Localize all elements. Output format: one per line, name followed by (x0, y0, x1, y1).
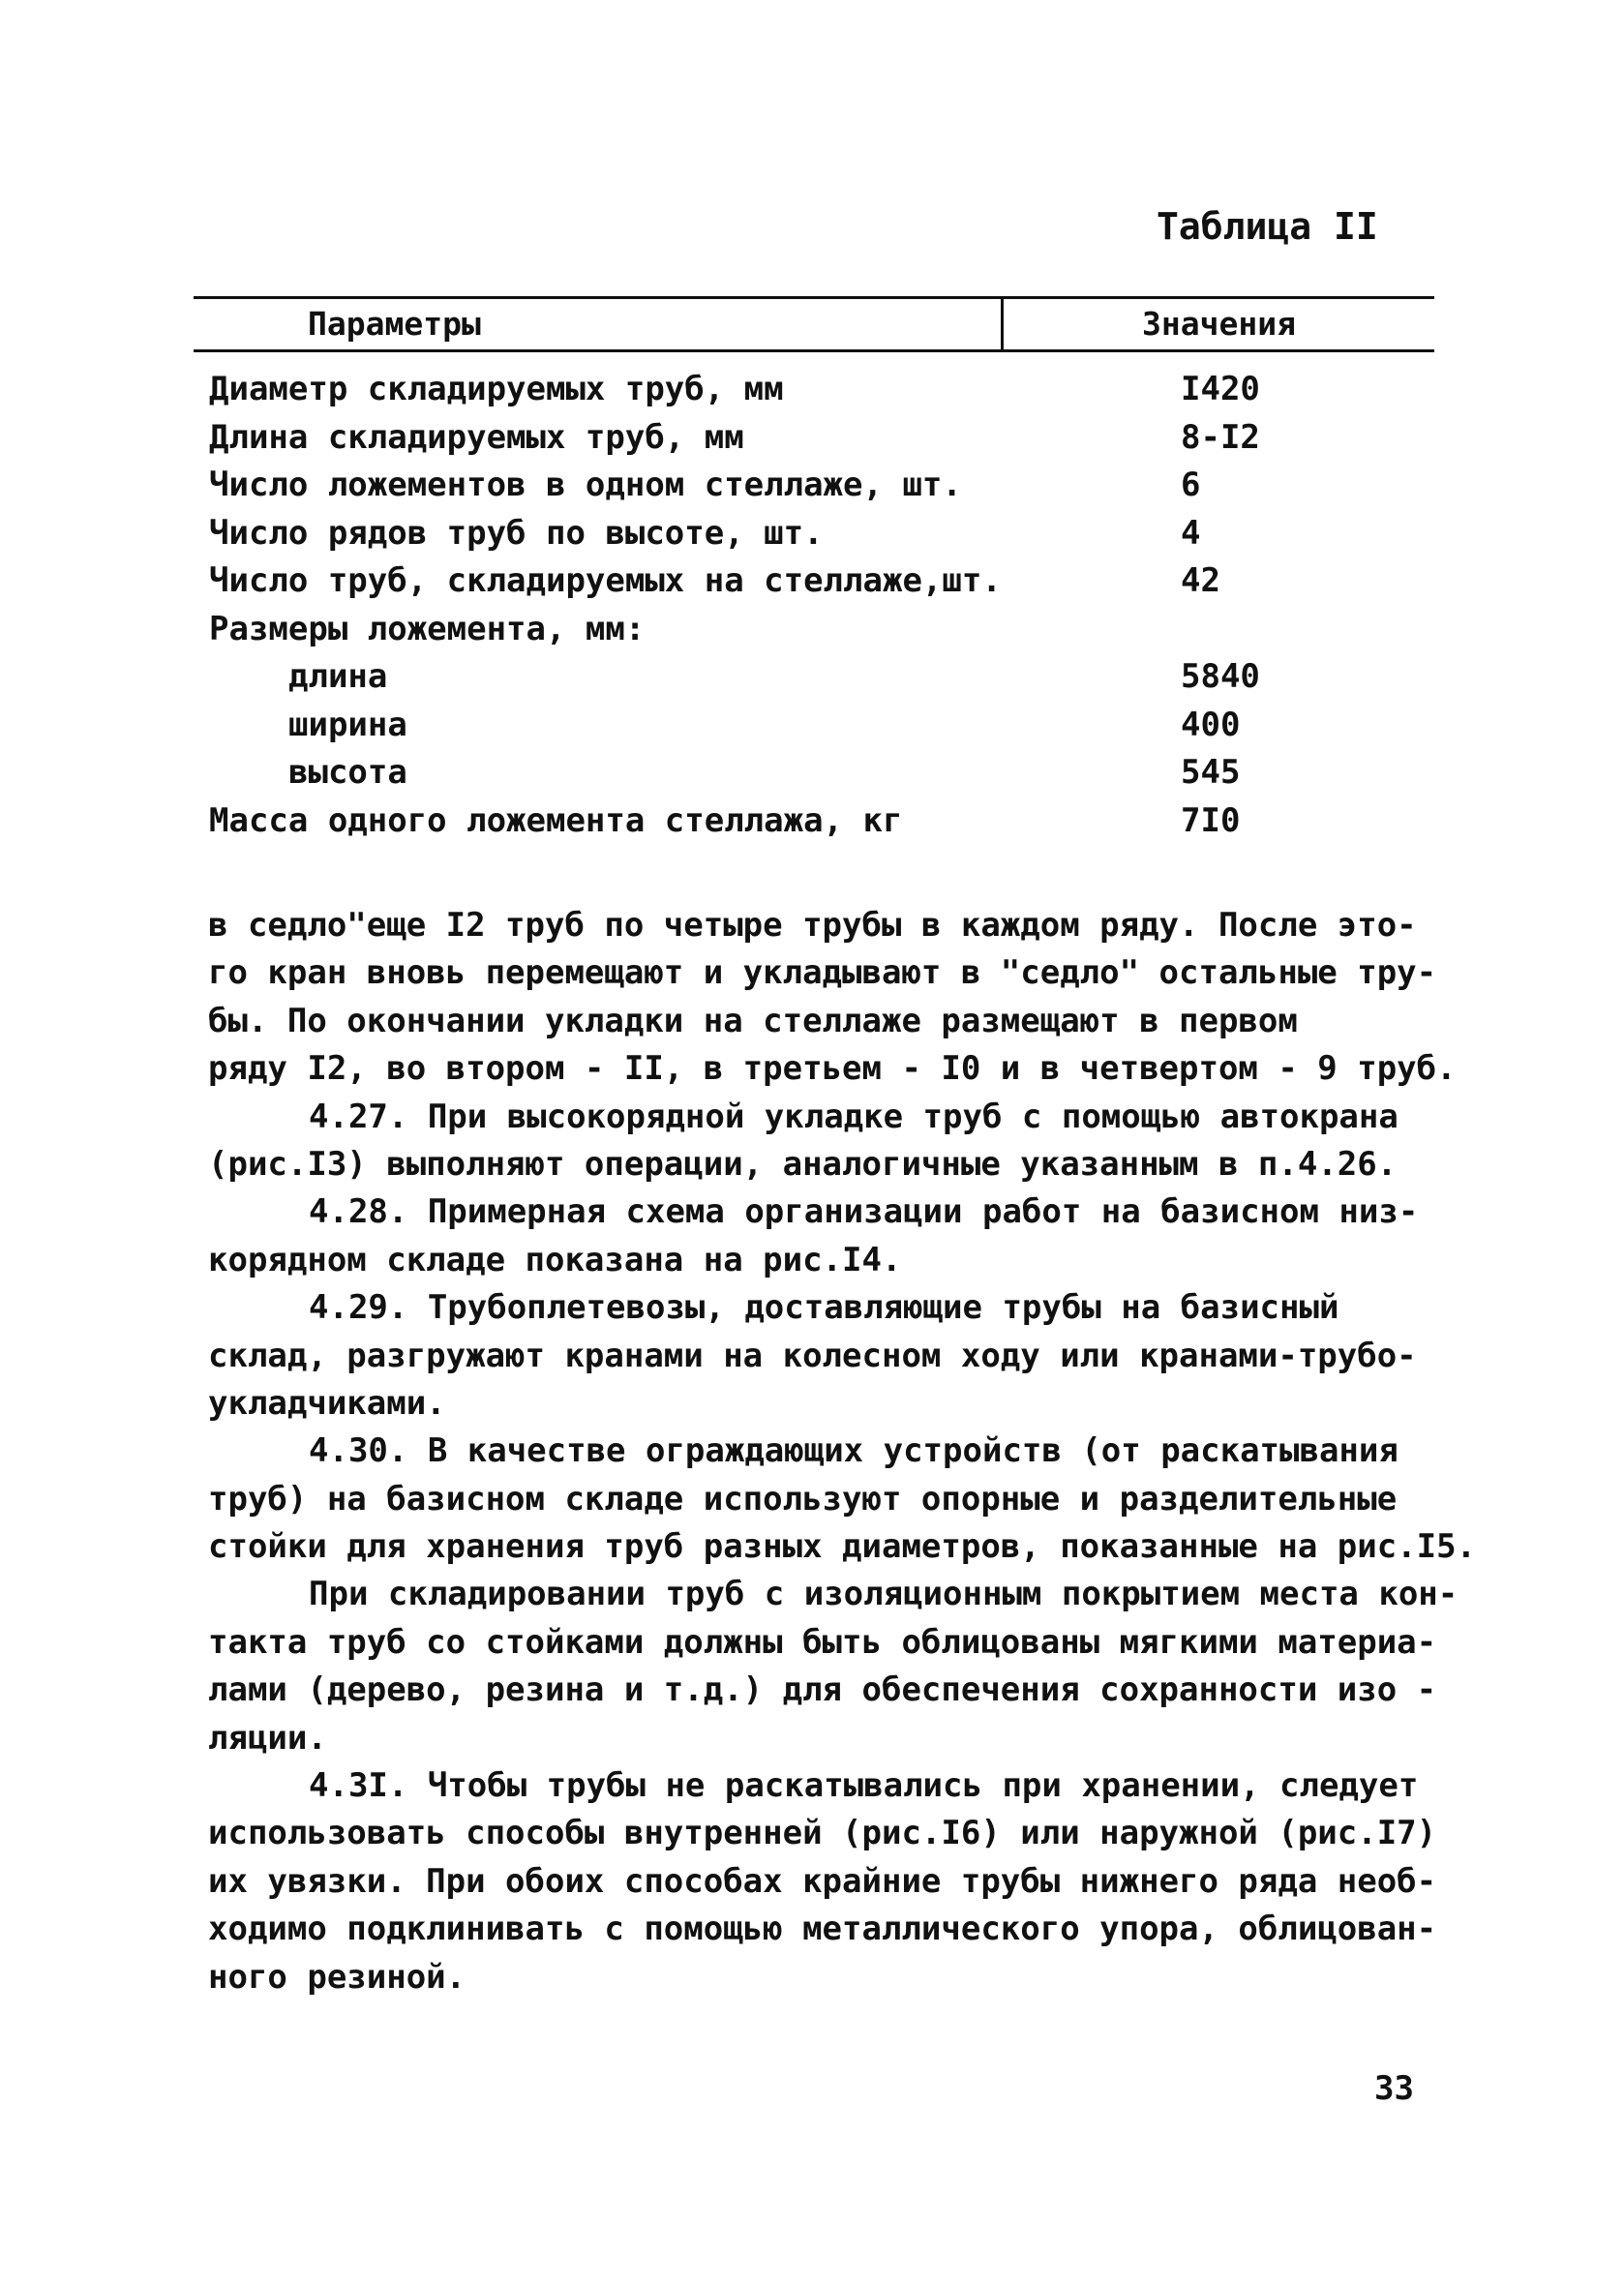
text-line: бы. По окончании укладки на стеллаже размещают в первом (208, 1001, 1298, 1040)
body-text (208, 902, 1477, 2001)
text-line: склад, разгружают кранами на колесном ходу или кранами-трубо- (208, 1336, 1417, 1375)
row-value: 8-I2 (1181, 417, 1260, 457)
text-line: ляции. (208, 1718, 327, 1758)
row-parameter: Число труб, складируемых на стеллаже,шт. (209, 561, 1002, 600)
row-value: 42 (1181, 561, 1220, 600)
row-value: 4 (1181, 513, 1201, 553)
row-parameter: Диаметр складируемых труб, мм (209, 370, 784, 408)
row-value: 6 (1181, 466, 1201, 504)
row-value: 545 (1181, 753, 1241, 792)
page-number: 33 (1374, 2069, 1414, 2108)
row-parameter: Число рядов труб по высоте, шт. (209, 513, 824, 553)
text-line: укладчиками. (208, 1383, 446, 1423)
paragraph-insulated-pipes: При складировании труб с изоляционным покрытием места кон- (309, 1575, 1459, 1614)
paragraph-4-31: 4.3I. Чтобы трубы не раскатывались при хранении, следует (309, 1766, 1419, 1806)
table-row (194, 797, 1434, 846)
table-body (194, 366, 1434, 845)
row-value: 5840 (1181, 657, 1260, 696)
row-value: 400 (1181, 705, 1241, 744)
paragraph-4-30: 4.30. В качестве ограждающих устройств (от раскатывания (309, 1431, 1398, 1471)
table-row (194, 749, 1434, 797)
row-parameter: ширина (288, 705, 407, 744)
paragraph-4-28: 4.28. Примерная схема организации работ на базисном низ- (309, 1192, 1419, 1232)
header-divider (1001, 299, 1004, 349)
table-row (194, 653, 1434, 702)
header-values: Значения (1142, 305, 1296, 343)
text-line: их увязки. При обоих способах крайние трубы нижнего ряда необ- (208, 1861, 1437, 1901)
row-parameter: Масса одного ложемента стеллажа, кг (209, 800, 903, 840)
row-value: 7I0 (1181, 800, 1241, 840)
text-line: такта труб со стойками должны быть облицованы мягкими материа- (208, 1622, 1437, 1662)
table-row (194, 366, 1434, 414)
row-parameter: длина (288, 657, 388, 696)
table-row (194, 510, 1434, 558)
row-parameter: Число ложементов в одном стеллаже, шт. (209, 466, 962, 504)
row-parameter: высота (288, 753, 407, 792)
table-row (194, 557, 1434, 606)
text-line: корядном складе показана на рис.I4. (208, 1240, 902, 1279)
text-line: в седло"еще I2 труб по четыре трубы в каждом ряду. После это- (208, 906, 1417, 945)
table-row (194, 606, 1434, 654)
row-value: I420 (1181, 370, 1260, 408)
text-line: ходимо подклинивать с помощью металлического упора, облицован- (208, 1910, 1437, 1949)
text-line: ряду I2, во втором - II, в третьем - I0 и в четвертом - 9 труб. (208, 1049, 1457, 1089)
text-line: стойки для хранения труб разных диаметров, показанные на рис.I5. (208, 1527, 1477, 1567)
text-line: (рис.I3) выполняют операции, аналогичные указанным в п.4.26. (208, 1144, 1398, 1184)
row-parameter: Размеры ложемента, мм: (209, 609, 646, 648)
text-line: лами (дерево, резина и т.д.) для обеспечения сохранности изо - (208, 1670, 1437, 1710)
table-row (194, 702, 1434, 750)
row-parameter: Длина складируемых труб, мм (209, 417, 744, 457)
text-line: ного резиной. (208, 1957, 466, 1997)
text-line: использовать способы внутренней (рис.I6) или наружной (рис.I7) (208, 1814, 1437, 1853)
paragraph-4-29: 4.29. Трубоплетевозы, доставляющие трубы на базисный (309, 1288, 1339, 1328)
table-row (194, 462, 1434, 510)
table-row (194, 414, 1434, 463)
text-line: го кран вновь перемещают и укладывают в "седло" остальные тру- (208, 953, 1437, 993)
text-line: труб) на базисном складе используют опорные и разделительные (208, 1479, 1398, 1519)
paragraph-4-27: 4.27. При высокорядной укладке труб с помощью автокрана (309, 1097, 1398, 1136)
header-parameters: Параметры (308, 305, 481, 343)
table-header (194, 296, 1434, 352)
parameters-table (194, 296, 1434, 845)
table-caption: Таблица II (1157, 205, 1378, 248)
